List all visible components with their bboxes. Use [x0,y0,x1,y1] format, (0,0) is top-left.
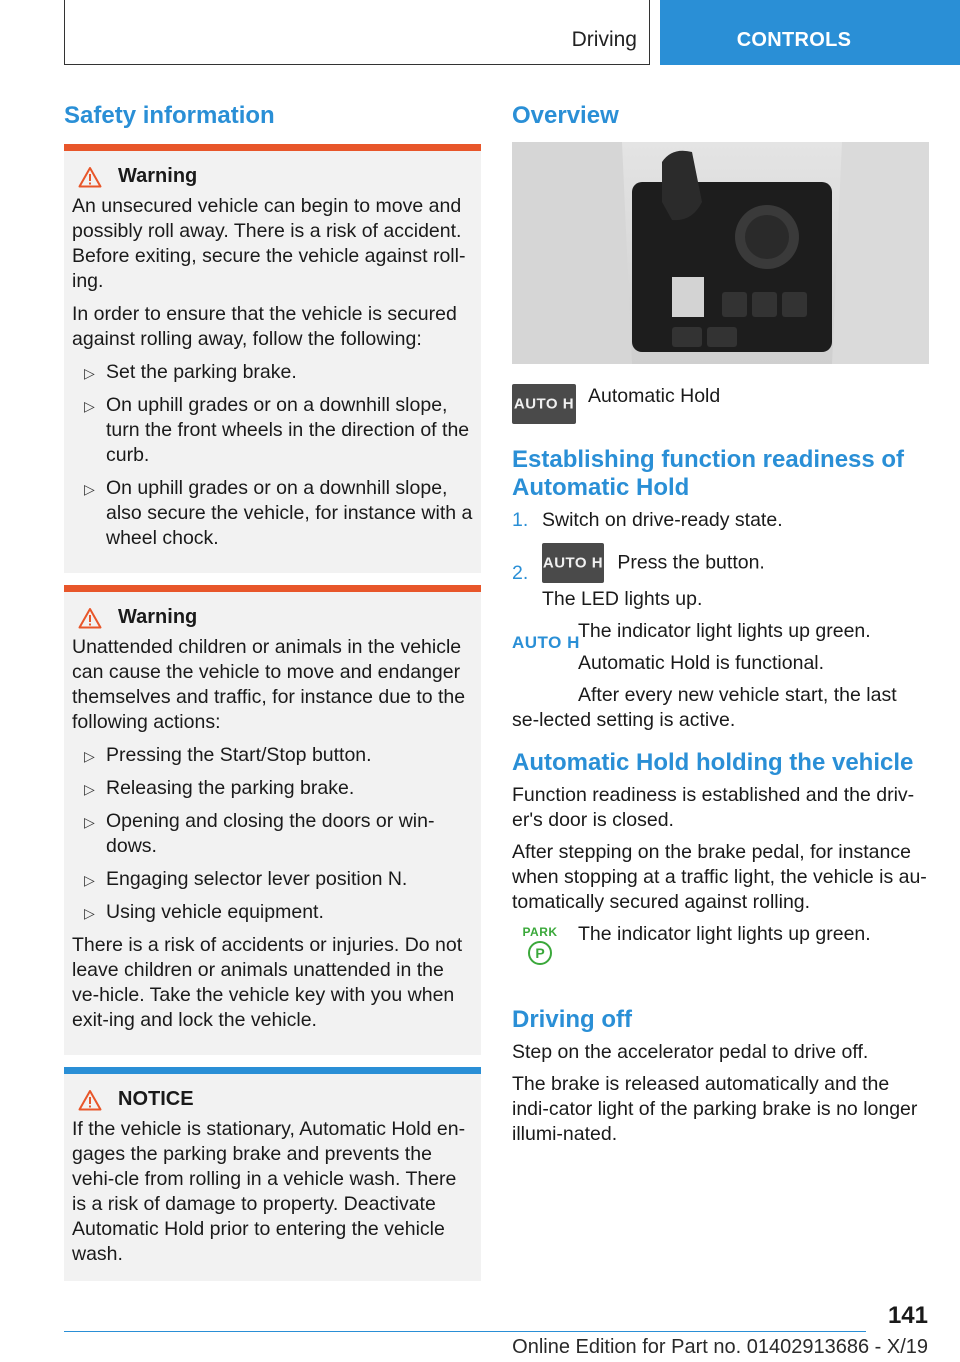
notice-heading: NOTICE [118,1088,194,1110]
header-chapter-label: CONTROLS [736,29,852,51]
auto-hold-caption: Automatic Hold [588,385,721,407]
list-item: ▷ Releasing the parking brake. [72,776,473,801]
warning-header [72,165,473,188]
header-frame [64,0,650,65]
list-item: ▷ Pressing the Start/Stop button. [72,743,473,768]
auto-hold-indicator-row [512,619,929,676]
driving-off-title: Driving off [512,1006,632,1033]
bullet-triangle-icon: ▷ [84,481,95,497]
warning1-text: An unsecured vehicle can begin to move and possibly roll away. There is a risk of accident. Before exiting, secure the vehicle against roll-ing. [72,195,466,292]
step-item: 2. AUTO H Press the button. [512,543,929,583]
bullet-triangle-icon: ▷ [84,398,95,414]
warning-triangle-icon [78,607,102,629]
establishing-title: Establishing function readiness of Automatic Hold [512,446,905,501]
bullet-triangle-icon: ▷ [84,872,95,888]
bullet-triangle-icon: ▷ [84,365,95,381]
park-indicator-row [512,922,929,984]
warning-box-1 [64,144,481,573]
warning-triangle-icon [78,1089,102,1111]
bullet-triangle-icon: ▷ [84,748,95,764]
list-item: ▷ Opening and closing the doors or win-dows. [84,810,435,857]
warning1-list [72,360,473,551]
overview-title: Overview [512,102,619,129]
center-console-image [512,142,929,364]
warning2-text: Unattended children or animals in the vehicle can cause the vehicle to move and endanger themselves and traffic, for instance due to the following actions: [72,636,466,733]
warning-box-2 [64,585,481,1055]
warning1-text-2: In order to ensure that the vehicle is secured against rolling away, follow the following: [72,303,457,350]
auto-hold-caption-row [512,384,929,424]
list-item: ▷ On uphill grades or on a downhill slope, turn the front wheels in the direction of the curb. [84,394,470,466]
bullet-triangle-icon: ▷ [84,814,95,830]
step-number: 2. [512,562,529,584]
footer-edition: Online Edition for Part no. 01402913686 - X/19 [512,1336,928,1358]
step-number: 1. [512,509,529,531]
notice-text: If the vehicle is stationary, Automatic Hold en-gages the parking brake and prevents the vehi-cle from rolling in a vehicle wash. There is a risk of damage to property. Deactivate Automatic Hold prior to entering the vehicle wash. [72,1118,466,1265]
park-indicator-text: The indicator light lights up green. [578,923,871,945]
warning-heading: Warning [118,165,198,187]
center-console-illustration [512,142,929,364]
driving-off-text-1: Step on the accelerator pedal to drive off. [512,1041,869,1063]
bullet-triangle-icon: ▷ [84,905,95,921]
auto-hold-button-icon: AUTO H [512,384,576,424]
warning2-list [72,743,473,925]
warning2-text-2: There is a risk of accidents or injuries. Do not leave children or animals unattended in the ve-hicle. Take the vehicle key with you when exit-ing and lock the vehicle. [72,934,463,1031]
notice-box [64,1067,481,1281]
page-number: 141 [887,1302,928,1329]
safety-title: Safety information [64,102,275,129]
holding-text-2: After stepping on the brake pedal, for instance when stopping at a traffic light, the vehicle is au-tomatically secured against rolling. [512,841,927,913]
warning-header [72,606,473,629]
holding-text-1: Function readiness is established and the driv-er's door is closed. [512,784,915,831]
list-item: ▷ Using vehicle equipment. [72,900,473,925]
indicator-text-3: After every new vehicle start, the last se-lected setting is active. [512,684,897,731]
establishing-steps [512,508,929,583]
right-column [512,100,929,1154]
notice-header [72,1088,473,1111]
led-note: The LED lights up. [542,588,703,610]
warning-heading: Warning [118,606,198,628]
park-indicator-icon: PARK P [522,926,558,965]
indicator-text-1: The indicator light lights up green. [578,620,871,642]
list-item: ▷ Engaging selector lever position N. [72,867,473,892]
holding-title: Automatic Hold holding the vehicle [512,749,914,776]
list-item: ▷ On uphill grades or on a downhill slope, also secure the vehicle, for instance with a wheel chock. [84,477,473,549]
bullet-triangle-icon: ▷ [84,781,95,797]
warning-triangle-icon [78,166,102,188]
header-chapter-tab [660,0,960,65]
footer-divider [64,1331,866,1332]
auto-hold-indicator-icon: AUTO H [512,633,580,652]
driving-off-text-2: The brake is released automatically and the indi-cator light of the parking brake is no longer illumi-nated. [512,1073,918,1145]
indicator-text-2: Automatic Hold is functional. [578,652,825,674]
header-section-title: Driving [571,28,637,51]
auto-hold-button-icon: AUTO H [542,543,604,583]
list-item: ▷ Set the parking brake. [72,360,473,385]
step-item: 1. Switch on drive-ready state. [512,509,783,531]
left-column [64,100,481,1281]
